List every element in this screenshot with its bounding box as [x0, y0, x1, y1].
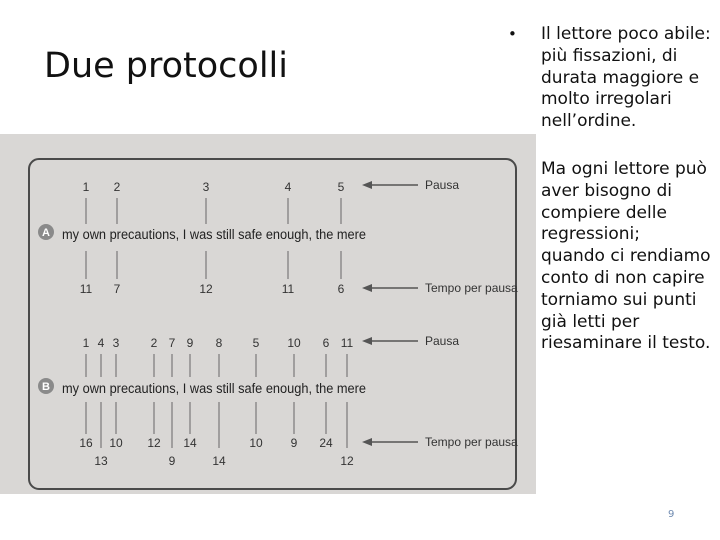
protocol-b-pause-number: 10: [287, 336, 301, 350]
bullet-list: [508, 24, 718, 355]
protocol-b-pause-number: 1: [82, 336, 90, 350]
protocol-b-pause-number: 5: [252, 336, 260, 350]
protocol-a-pause-number: 1: [82, 180, 90, 194]
protocol-a-pause-number: 5: [337, 180, 345, 194]
bullet-item: • Il lettore poco abile: più fissazioni, di durata maggiore e molto irregolari nell’ordine.: [508, 24, 718, 133]
protocol-b-pause-label: Pausa: [425, 334, 460, 348]
protocol-b-pause-time: 10: [109, 436, 123, 450]
page-number: 9: [668, 509, 675, 520]
protocol-b-pause-time: 12: [340, 454, 354, 468]
protocol-b-pause-time: 24: [319, 436, 333, 450]
protocol-a-pause-time: 6: [337, 282, 345, 296]
protocol-b-pause-number: 3: [112, 336, 120, 350]
protocol-b-pause-number: 9: [186, 336, 194, 350]
protocol-b-pause-number: 2: [150, 336, 158, 350]
protocol-b-time-label: Tempo per pausa: [425, 435, 518, 449]
protocol-a-pause-number: 2: [113, 180, 121, 194]
protocol-a-time-label: Tempo per pausa: [425, 281, 518, 295]
protocol-a-pause-time: 12: [199, 282, 213, 296]
protocol-b-sentence: my own precautions, I was still safe enough, the mere: [62, 381, 367, 397]
protocol-b-pause-number: 7: [168, 336, 176, 350]
protocol-a-pause-time: 11: [79, 282, 93, 296]
protocol-a-pause-number: 3: [202, 180, 210, 194]
protocol-b-pause-time: 10: [249, 436, 263, 450]
eye-movement-figure: [0, 134, 536, 494]
protocol-a-badge-letter: A: [42, 227, 50, 239]
protocol-b-pause-number: 8: [215, 336, 223, 350]
bullet-item: • quando ci rendiamo conto di non capire torniamo sui punti già letti per riesaminare il testo.: [508, 246, 718, 355]
protocol-a-pause-label: Pausa: [425, 178, 460, 192]
protocol-b-badge-letter: B: [42, 381, 50, 393]
protocol-b-pause-number: 11: [340, 336, 354, 350]
protocol-b-pause-time: 9: [290, 436, 298, 450]
protocol-b-pause-time: 12: [147, 436, 161, 450]
bullet-item: • Ma ogni lettore può aver bisogno di compiere delle regressioni;: [508, 159, 718, 246]
protocol-b-pause-time: 13: [94, 454, 108, 468]
protocol-b-pause-time: 14: [183, 436, 197, 450]
protocol-b-pause-number: 6: [322, 336, 330, 350]
protocol-a-pause-number: 4: [284, 180, 292, 194]
protocol-b-pause-number: 4: [97, 336, 105, 350]
protocol-b-pause-time: 9: [168, 454, 176, 468]
protocol-b-pause-time: 16: [79, 436, 93, 450]
slide-title: Due protocolli: [44, 46, 289, 86]
protocol-a-pause-time: 11: [281, 282, 295, 296]
protocol-b-pause-time: 14: [212, 454, 226, 468]
protocol-a-sentence: my own precautions, I was still safe enough, the mere: [62, 227, 367, 243]
protocol-a-pause-time: 7: [113, 282, 121, 296]
